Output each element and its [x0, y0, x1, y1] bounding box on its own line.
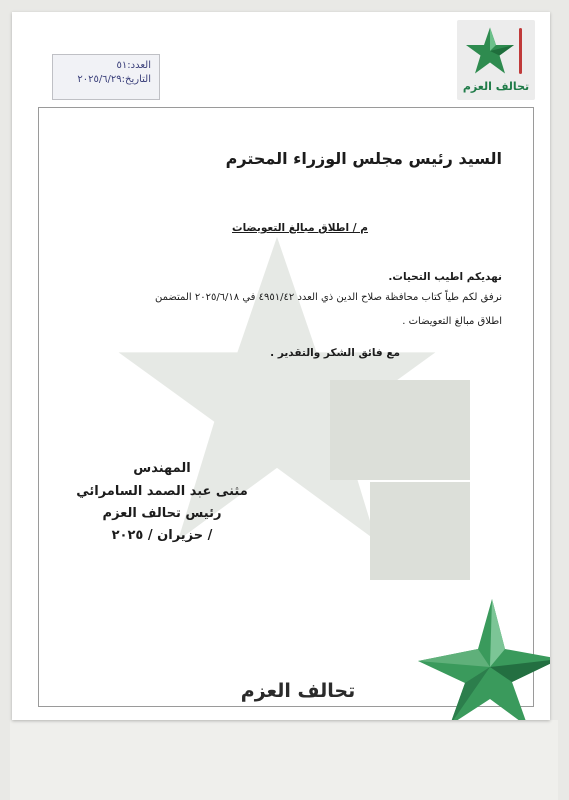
reference-box	[52, 54, 160, 100]
signatory-title: المهندس	[133, 461, 191, 476]
signatory-position: رئيس تحالف العزم	[102, 506, 222, 521]
reference-number: العدد:٥١	[116, 60, 151, 71]
green-star-corner	[410, 597, 550, 720]
closing-line: مع فائق الشكر والتقدير .	[270, 347, 400, 359]
redaction-block	[370, 482, 470, 580]
letter-page	[12, 12, 550, 720]
body-text: نرفق لكم طياً كتاب محافظة صلاح الدين ذي العدد ٤٩٥١/٤٢ في ٢٠٢٥/٦/١٨ المتضمن	[154, 292, 502, 303]
green-star-icon	[465, 26, 515, 76]
signature-date: / حزيران / ٢٠٢٥	[111, 528, 213, 543]
subject-line: م / اطلاق مبالغ التعويضات	[232, 222, 368, 234]
logo-accent-bar	[519, 28, 522, 74]
redaction-block	[330, 380, 470, 480]
addressee: السيد رئيس مجلس الوزراء المحترم	[225, 149, 502, 168]
reference-date: التاريخ:٢٠٢٥/٦/٢٩	[77, 74, 151, 85]
footer-brand: تحالف العزم	[208, 680, 388, 702]
greeting: نهديكم اطيب التحيات.	[388, 271, 502, 283]
body-text: اطلاق مبالغ التعويضات .	[402, 316, 502, 327]
signatory-name: مثنى عبد الصمد السامرائي	[76, 484, 248, 499]
party-logo	[457, 20, 535, 100]
table-surface	[10, 720, 558, 800]
logo-label: تحالف العزم	[462, 80, 530, 93]
